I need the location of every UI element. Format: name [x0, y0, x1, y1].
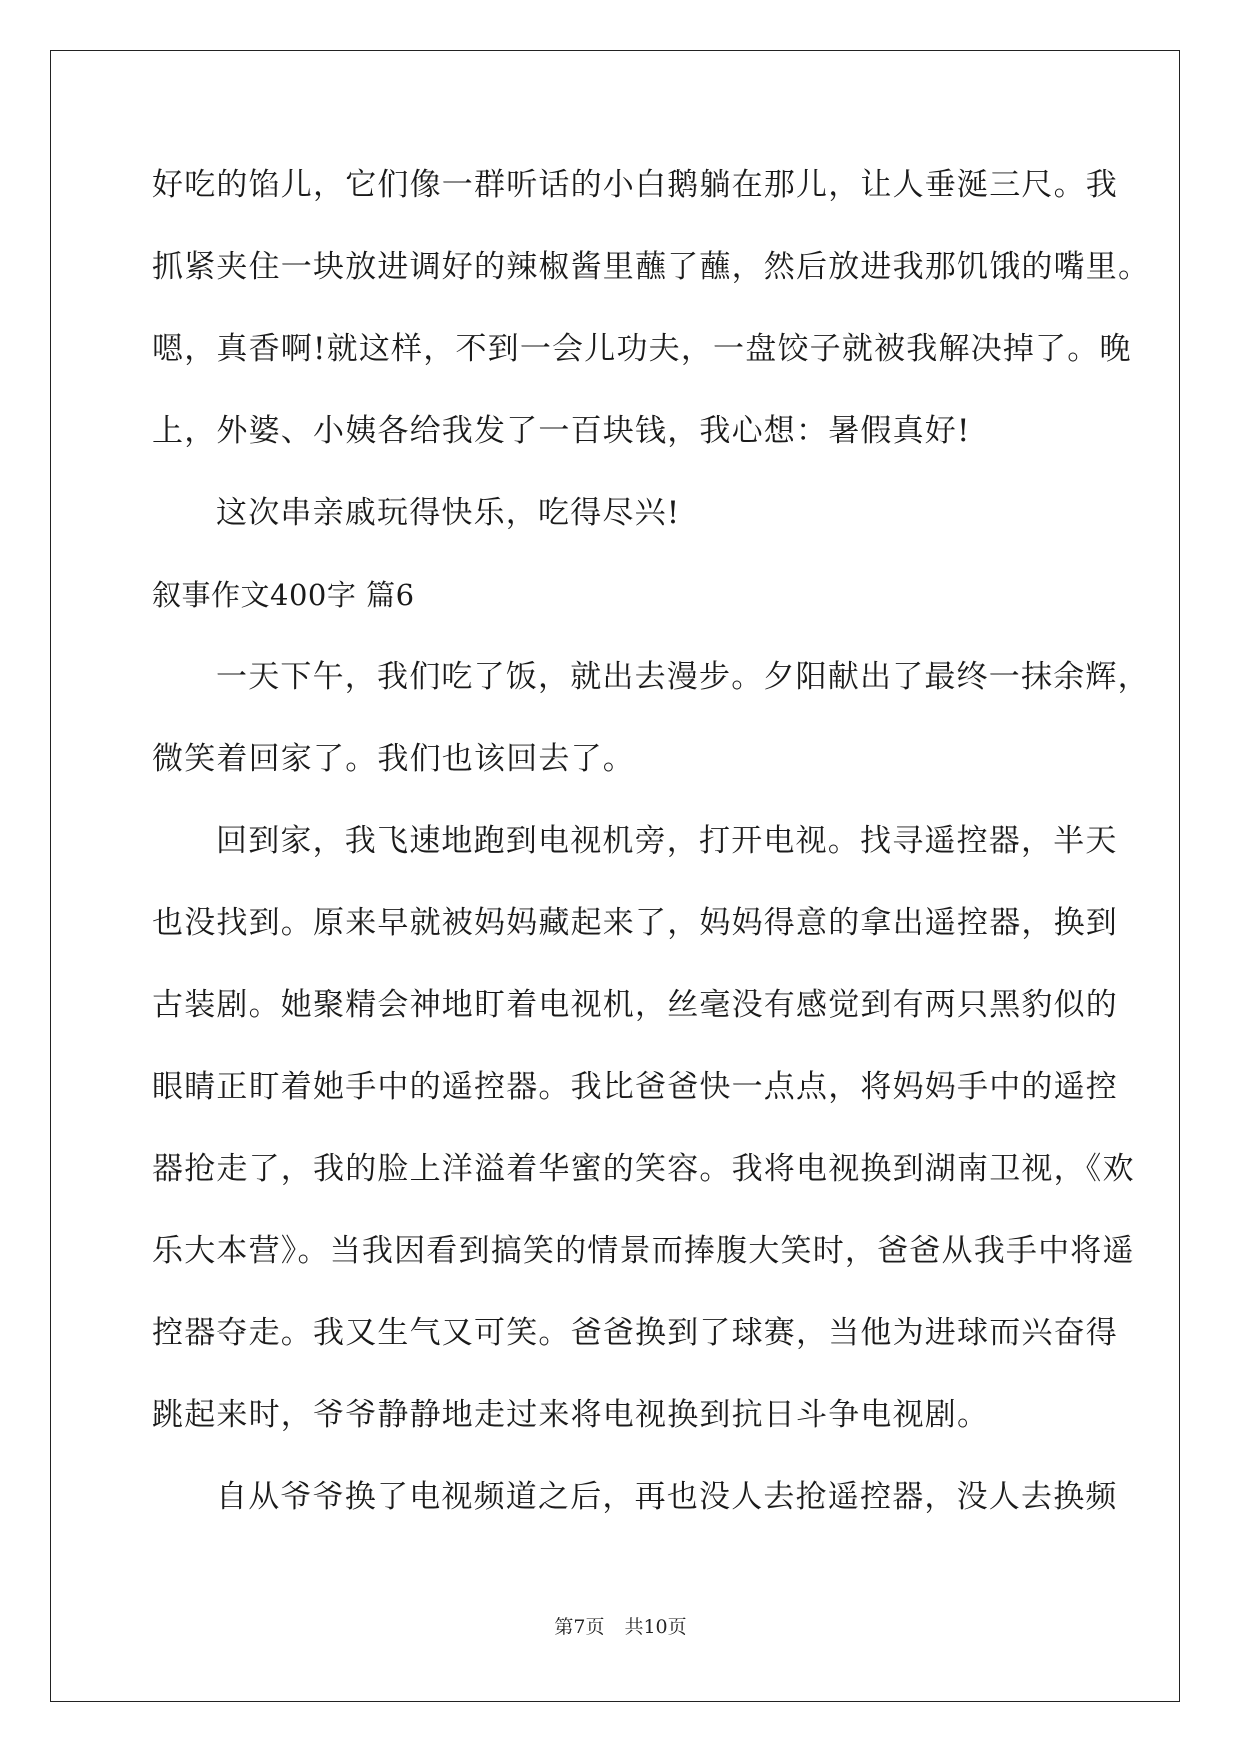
section-heading: 叙事作文400字 篇6 [152, 578, 415, 612]
paragraph-line: 这次串亲戚玩得快乐，吃得尽兴! [216, 495, 681, 531]
text-line: 也没找到。原来早就被妈妈藏起来了，妈妈得意的拿出遥控器，换到 [152, 905, 1118, 941]
text-line: 上，外婆、小姨各给我发了一百块钱，我心想：暑假真好! [152, 413, 971, 449]
text-line: 器抢走了，我的脸上洋溢着华蜜的笑容。我将电视换到湖南卫视，《欢 [152, 1151, 1135, 1187]
text-line: 古装剧。她聚精会神地盯着电视机，丝毫没有感觉到有两只黑豹似的 [152, 987, 1118, 1023]
document-body [152, 158, 1151, 1552]
page-number: 第7页 [554, 1616, 605, 1638]
paragraph-line: 一天下午，我们吃了饭，就出去漫步。夕阳献出了最终一抹余辉， [216, 659, 1150, 695]
text-line: 跳起来时，爷爷静静地走过来将电视换到抗日斗争电视剧。 [152, 1397, 990, 1433]
paragraph-line: 回到家，我飞速地跑到电视机旁，打开电视。找寻遥控器，半天 [216, 823, 1118, 859]
text-line: 微笑着回家了。我们也该回去了。 [152, 741, 635, 777]
text-line: 好吃的馅儿，它们像一群听话的小白鹅躺在那儿，让人垂涎三尺。我 [152, 167, 1118, 203]
text-line: 嗯，真香啊!就这样，不到一会儿功夫，一盘饺子就被我解决掉了。晚 [152, 331, 1132, 367]
text-line: 眼睛正盯着她手中的遥控器。我比爸爸快一点点，将妈妈手中的遥控 [152, 1069, 1118, 1105]
text-line: 抓紧夹住一块放进调好的辣椒酱里蘸了蘸，然后放进我那饥饿的嘴里。 [152, 249, 1151, 285]
text-line: 控器夺走。我又生气又可笑。爸爸换到了球赛，当他为进球而兴奋得 [152, 1315, 1118, 1351]
paragraph-line: 自从爷爷换了电视频道之后，再也没人去抢遥控器，没人去换频 [216, 1479, 1118, 1515]
text-line: 乐大本营》。当我因看到搞笑的情景而捧腹大笑时，爸爸从我手中将遥 [152, 1233, 1135, 1269]
page-footer [0, 1612, 1241, 1639]
page-total: 共10页 [624, 1616, 687, 1638]
